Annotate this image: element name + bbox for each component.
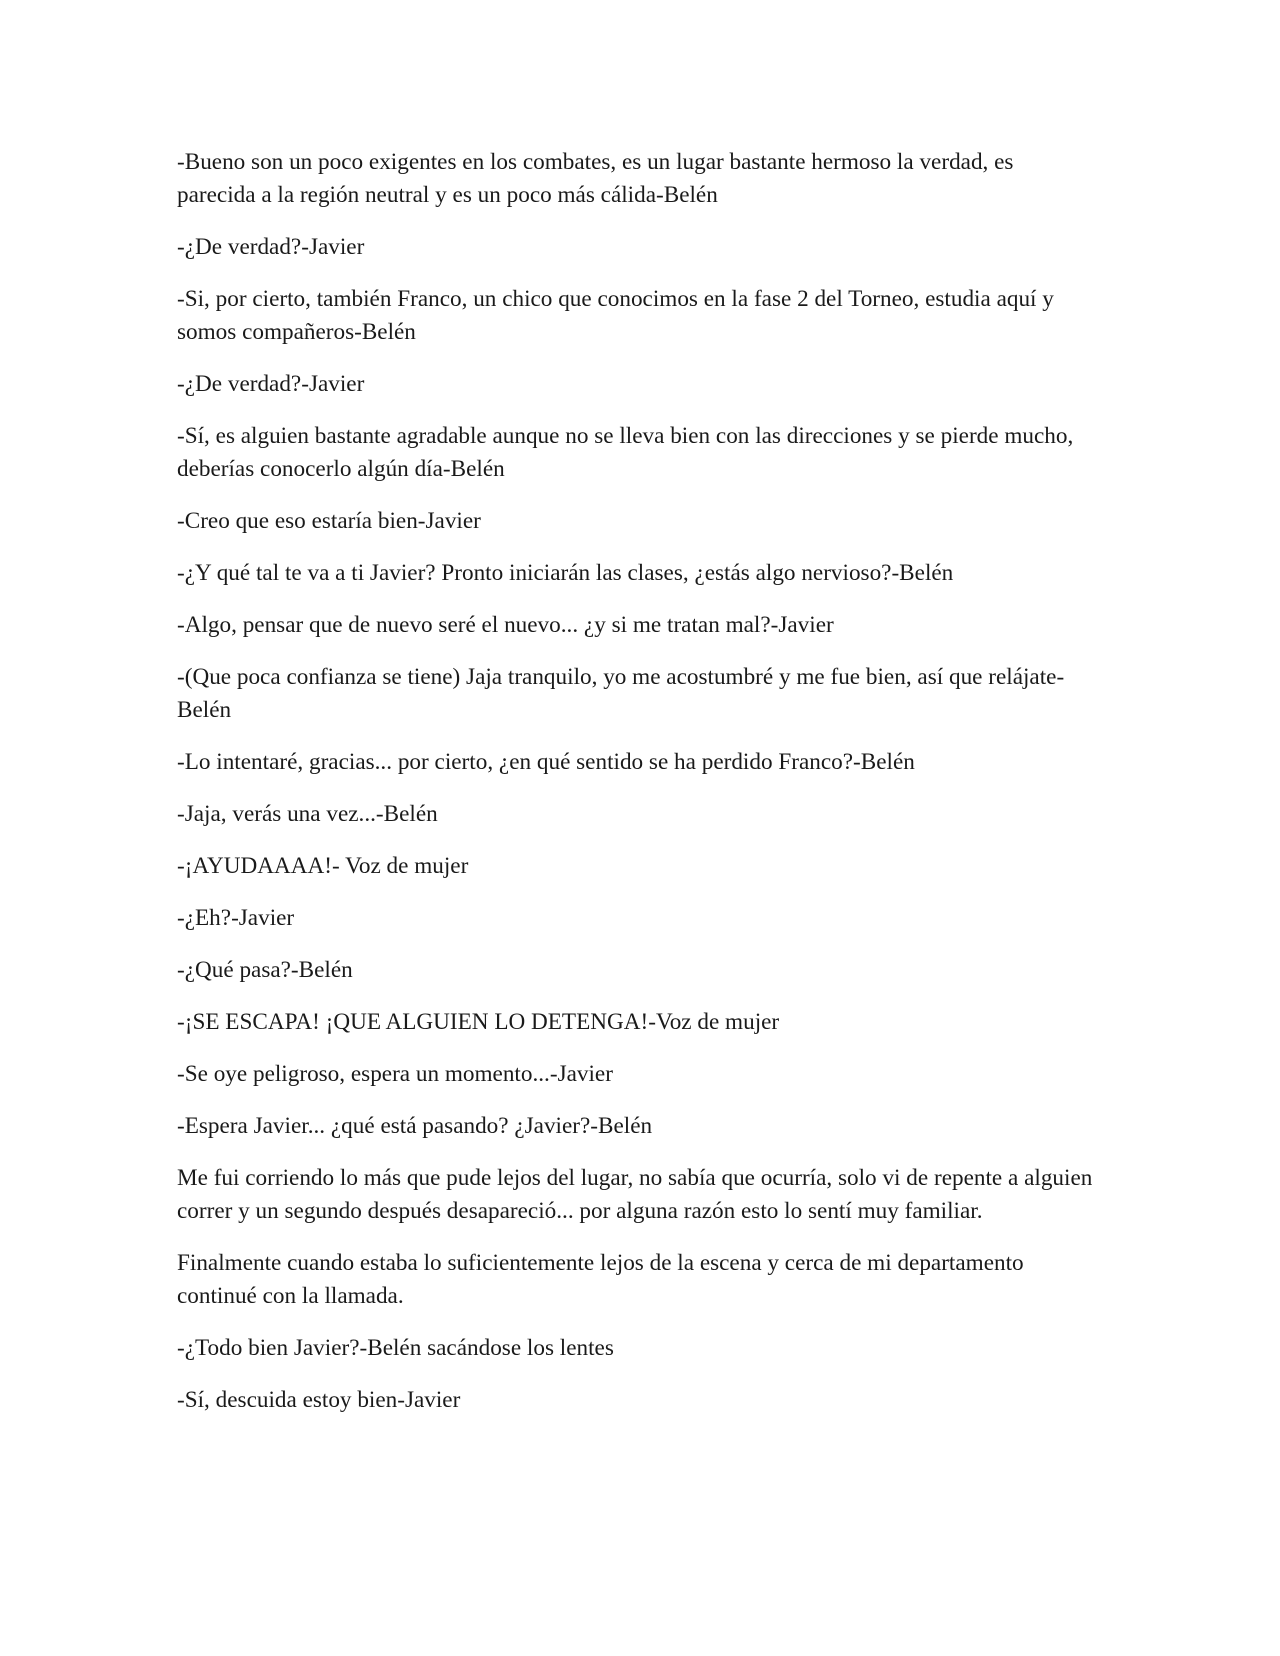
paragraph: -¡AYUDAAAA!- Voz de mujer [177, 853, 469, 879]
paragraph: -Se oye peligroso, espera un momento...-Javier [177, 1061, 613, 1087]
paragraph: -¿Eh?-Javier [177, 905, 295, 931]
paragraph: -¿Y qué tal te va a ti Javier? Pronto iniciarán las clases, ¿estás algo nervioso?-Belén [177, 560, 954, 586]
paragraph: -¿Qué pasa?-Belén [177, 957, 353, 983]
paragraph: -¡SE ESCAPA! ¡QUE ALGUIEN LO DETENGA!-Voz de mujer [177, 1009, 780, 1035]
paragraph: -Creo que eso estaría bien-Javier [177, 508, 481, 534]
paragraph: -Algo, pensar que de nuevo seré el nuevo... ¿y si me tratan mal?-Javier [177, 612, 834, 638]
paragraph: -(Que poca confianza se tiene) Jaja tranquilo, yo me acostumbré y me fue bien, así que relájate-Belén [177, 664, 1065, 723]
paragraph: -Jaja, verás una vez...-Belén [177, 801, 438, 827]
paragraph: Finalmente cuando estaba lo suficientemente lejos de la escena y cerca de mi departamento continué con la llamada. [177, 1250, 1024, 1309]
paragraph: -Sí, descuida estoy bien-Javier [177, 1387, 461, 1413]
paragraph: -Bueno son un poco exigentes en los combates, es un lugar bastante hermoso la verdad, es parecida a la región neutral y es un poco más cálida-Belén [177, 149, 1014, 208]
paragraph: -Espera Javier... ¿qué está pasando? ¿Javier?-Belén [177, 1113, 653, 1139]
paragraph: -¿De verdad?-Javier [177, 371, 365, 397]
paragraph: -Lo intentaré, gracias... por cierto, ¿en qué sentido se ha perdido Franco?-Belén [177, 749, 915, 775]
paragraph: -Si, por cierto, también Franco, un chico que conocimos en la fase 2 del Torneo, estudia aquí y somos compañeros-Belén [177, 286, 1054, 345]
paragraph: -¿De verdad?-Javier [177, 234, 365, 260]
paragraph: Me fui corriendo lo más que pude lejos del lugar, no sabía que ocurría, solo vi de repente a alguien correr y un segundo después desapareció... por alguna razón esto lo sentí muy familiar. [177, 1165, 1093, 1224]
document-body [177, 146, 1097, 1436]
paragraph: -Sí, es alguien bastante agradable aunque no se lleva bien con las direcciones y se pierde mucho, deberías conocerlo algún día-Belén [177, 423, 1074, 482]
paragraph: -¿Todo bien Javier?-Belén sacándose los lentes [177, 1335, 614, 1361]
